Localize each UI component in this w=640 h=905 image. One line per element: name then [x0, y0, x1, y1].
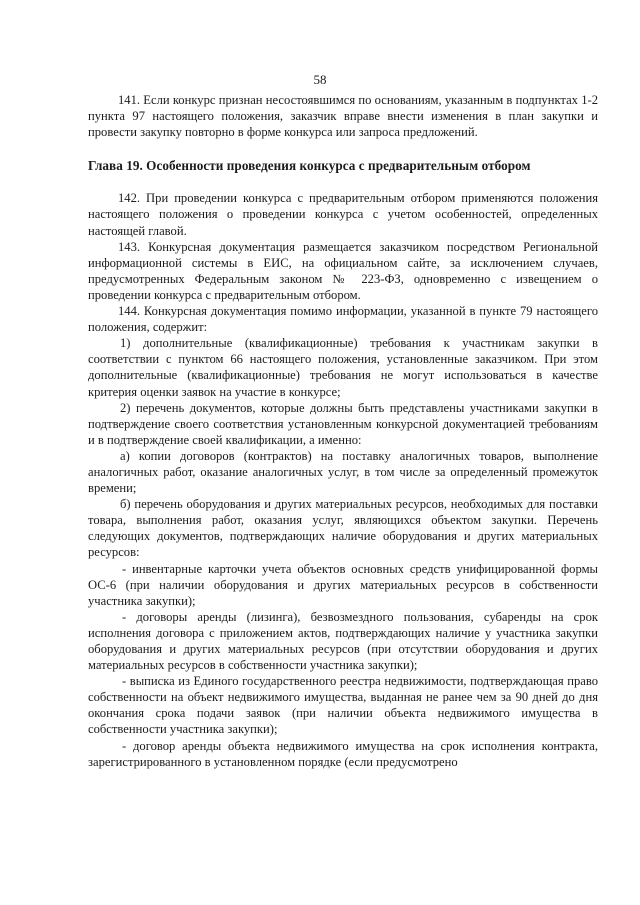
dash-item-lease-agreements: - договоры аренды (лизинга), безвозмездного пользования, субаренды на срок исполнения договора с приложением актов, подтверждающих наличие у участника закупки оборудования и других материальных ресурсов (при отсутствии оборудования и других материальных ресурсов в собственности участника закупки);: [88, 609, 598, 673]
list-item-1: 1) дополнительные (квалификационные) требования к участникам закупки в соответствии с пунктом 66 настоящего положения, установленные заказчиком. При этом дополнительные (квалификационные) требования не могут использоваться в качестве критерия оценки заявок на участие в конкурсе;: [88, 336, 598, 399]
document-body: [88, 92, 598, 770]
list-item-2a: а) копии договоров (контрактов) на поставку аналогичных товаров, выполнение аналогичных работ, оказание аналогичных услуг, в том числе за определенный промежуток времени;: [88, 448, 598, 496]
dash-item-registry-extract: - выписка из Единого государственного реестра недвижимости, подтверждающая право собственности на объект недвижимого имущества, выданная не ранее чем за 90 дней до дня окончания срока подачи заявок (при наличии объекта недвижимого имущества в собственности участника закупки);: [88, 674, 598, 737]
paragraph-143: 143. Конкурсная документация размещается заказчиком посредством Региональной информационной системы в ЕИС, на официальном сайте, за исключением случаев, предусмотренных Федеральным законом № 223-ФЗ, одновременно с извещением о проведении конкурса с предварительным отбором.: [88, 239, 598, 302]
chapter-heading: Глава 19. Особенности проведения конкурса с предварительным отбором: [88, 158, 531, 174]
paragraph-144: 144. Конкурсная документация помимо информации, указанной в пункте 79 настоящего положения, содержит:: [88, 304, 598, 335]
dash-item-inventory-cards: - инвентарные карточки учета объектов основных средств унифицированной формы ОС-6 (при наличии оборудования и других материальных ресурсов в собственности участника закупки);: [88, 561, 598, 608]
list-item-2b: б) перечень оборудования и других материальных ресурсов, необходимых для поставки товара, выполнения работ, оказания услуг, являющихся объектом закупки. Перечень следующих документов, подтверждающих наличие оборудования и других материальных ресурсов:: [88, 497, 598, 560]
paragraph-142: 142. При проведении конкурса с предварительным отбором применяются положения настоящего положения о проведении конкурса с учетом особенностей, определенных настоящей главой.: [88, 191, 598, 238]
list-item-2: 2) перечень документов, которые должны быть представлены участниками закупки в подтверждение своего соответствия установленным конкурсной документацией требованиям и в подтверждение своей квалификации, а именно:: [88, 400, 598, 447]
paragraph-141: 141. Если конкурс признан несостоявшимся по основаниям, указанным в подпунктах 1-2 пункта 97 настоящего положения, заказчик вправе внести изменения в план закупки и провести закупку повторно в форме конкурса или запроса предложений.: [88, 93, 598, 140]
dash-item-real-estate-lease: - договор аренды объекта недвижимого имущества на срок исполнения контракта, зарегистрированного в установленном порядке (если предусмотрено: [88, 738, 598, 769]
page-number: 58: [313, 72, 327, 87]
